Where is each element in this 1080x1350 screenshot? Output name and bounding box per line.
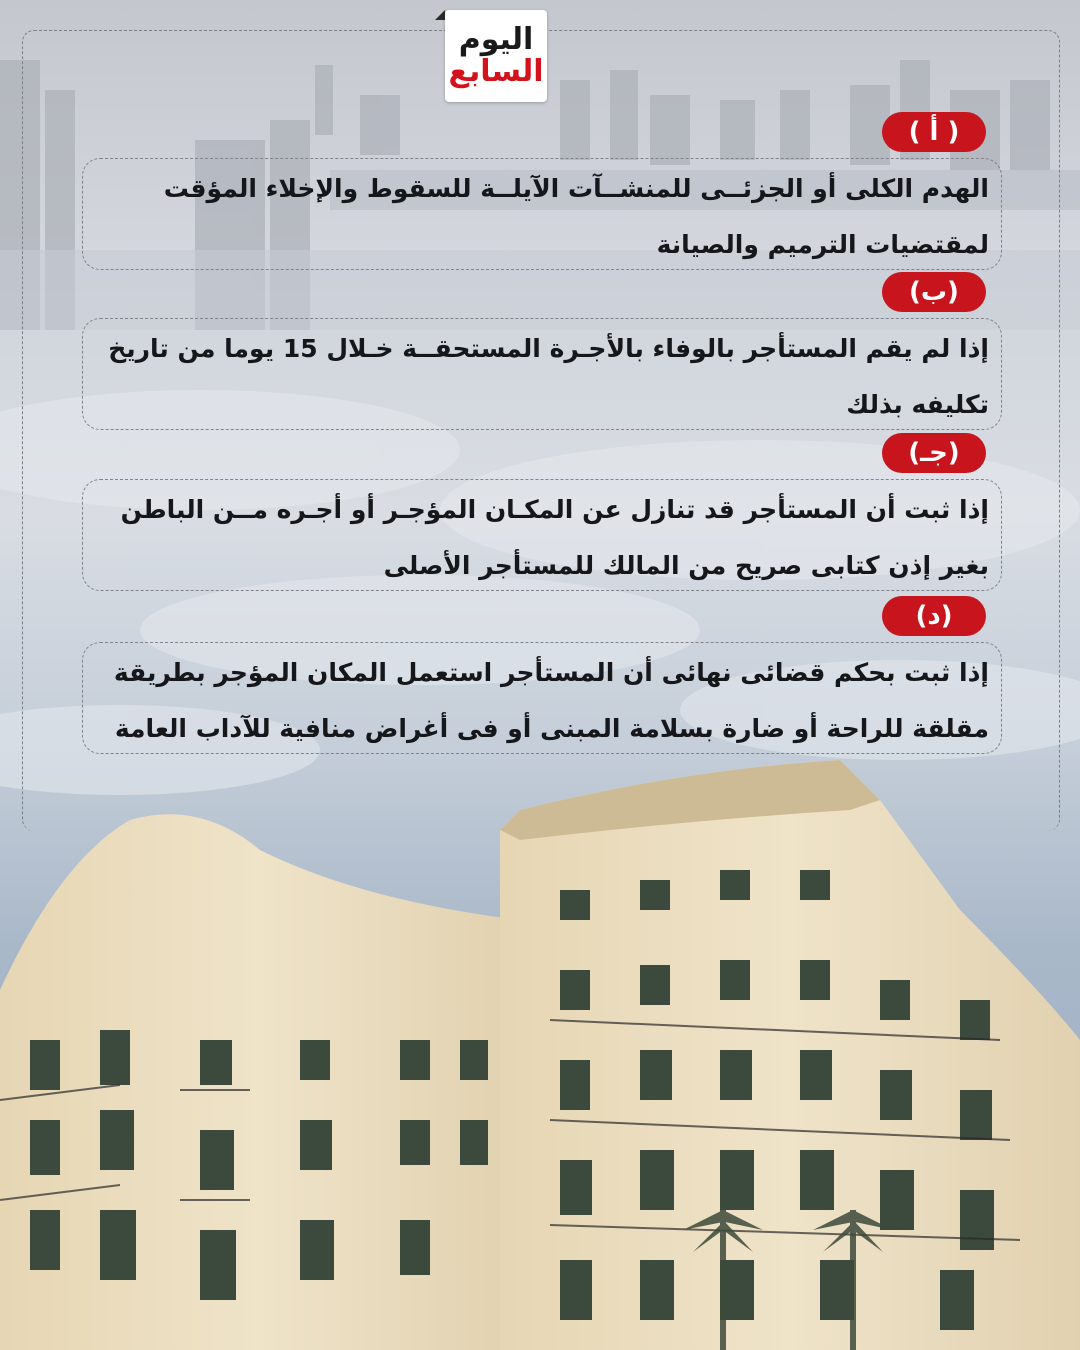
building-photo — [0, 740, 1080, 1350]
list-item — [82, 318, 1002, 430]
list-item — [82, 158, 1002, 270]
item-badge-dal: (د) — [882, 596, 986, 636]
list-item — [82, 642, 1002, 754]
item-badge-ba: (ب) — [882, 272, 986, 312]
logo-line-1: اليوم — [458, 22, 534, 57]
item-text: إذا ثبت أن المستأجر قد تنازل عن المكـان المؤجـر أو أجـره مــن الباطن بغير إذن كتابى صريح من المالك للمستأجر الأصلى — [120, 495, 989, 580]
item-text: الهدم الكلى أو الجزئــى للمنشــآت الآيلــة للسقوط والإخلاء المؤقت لمقتضيات الترميم والصيانة — [163, 174, 989, 259]
logo-line-2: السابع — [448, 54, 544, 89]
logo-corner-mark — [435, 10, 445, 20]
item-text: إذا ثبت بحكم قضائى نهائى أن المستأجر استعمل المكان المؤجر بطريقة مقلقة للراحة أو ضارة بسلامة المبنى أو فى أغراض منافية للآداب العامة — [113, 658, 989, 743]
item-badge-jim: (جـ) — [882, 433, 986, 473]
youm7-logo — [445, 10, 547, 102]
list-item — [82, 479, 1002, 591]
item-text: إذا لم يقم المستأجر بالوفاء بالأجـرة المستحقــة خـلال 15 يوما من تاريخ تكليفه بذلك — [108, 334, 989, 419]
item-badge-alef: ( أ ) — [882, 112, 986, 152]
